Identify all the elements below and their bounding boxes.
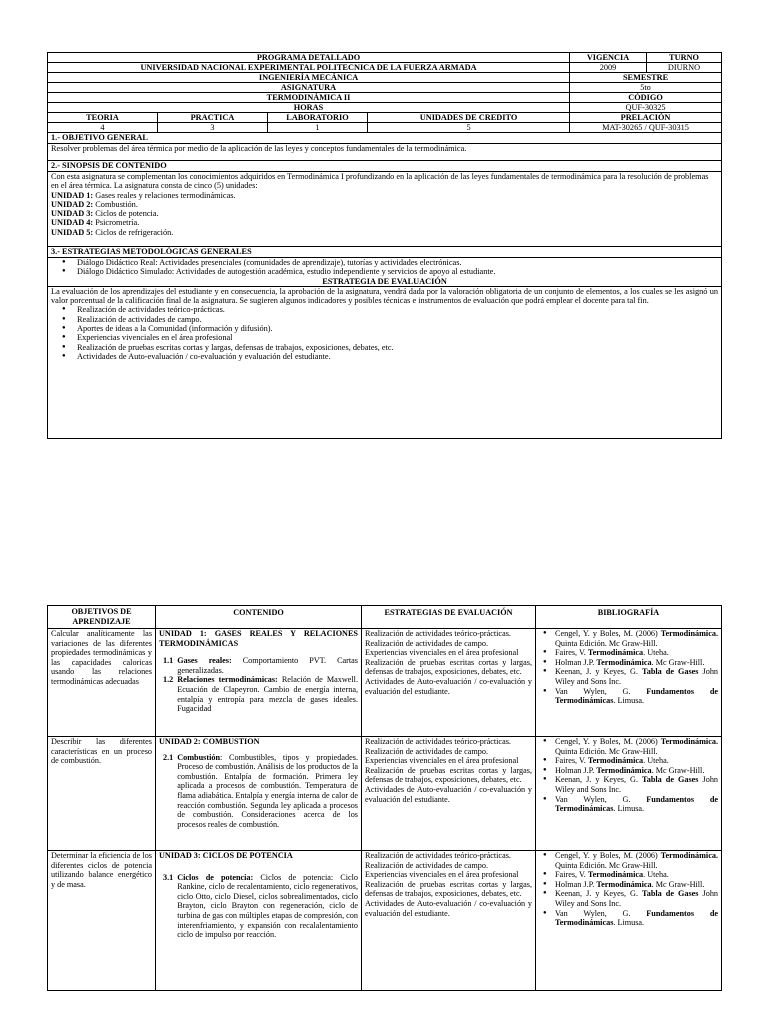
estrategia-line: Realización de pruebas escritas cortas y largas, defensas de trabajos, exposiciones, debates, etc. bbox=[365, 765, 532, 785]
estrategia-line: Experiencias vivenciales en el área profesional bbox=[365, 870, 519, 880]
estrategia-line: Realización de actividades de campo. bbox=[365, 746, 488, 756]
horas-label: HORAS bbox=[48, 103, 570, 113]
row-2-contenido bbox=[156, 737, 362, 851]
tema-1-1 bbox=[159, 656, 358, 675]
bib-item: ● Keenan, J. y Keyes, G. Tabla de Gases John Wiley and Sons Inc. bbox=[555, 667, 718, 686]
row-3-bibliografia bbox=[536, 851, 722, 991]
bib-item: ● Holman J.P. Termodinámica. Mc Graw-Hill. bbox=[555, 766, 718, 776]
sinopsis-unit-5 bbox=[51, 228, 718, 237]
bib-item: ● Cengel, Y. y Boles, M. (2006) Termodinámica. Quinta Edición. Mc Graw-Hill. bbox=[555, 629, 718, 648]
bib-item: ● Holman J.P. Termodinámica. Mc Graw-Hill. bbox=[555, 880, 718, 890]
evaluacion-item: ● Experiencias vivenciales en el área profesional bbox=[77, 333, 718, 342]
estrategias-list bbox=[51, 258, 718, 277]
unidad-1-title: UNIDAD 1: GASES REALES Y RELACIONES TERMODINÁMICAS bbox=[159, 629, 358, 648]
prelacion-label: PRELACIÓN bbox=[570, 113, 722, 123]
row-1-contenido bbox=[156, 629, 362, 737]
evaluacion-item: ● Aportes de ideas a la Comunidad (información y difusión). bbox=[77, 324, 718, 333]
unit-3-label: UNIDAD 3: bbox=[51, 209, 94, 219]
program-header-table bbox=[47, 52, 722, 439]
tema-number: 2.1 bbox=[163, 752, 174, 762]
bib-item: ● Faires, V. Termodinámica. Uteha. bbox=[555, 648, 718, 658]
sinopsis-unit-4 bbox=[51, 218, 718, 227]
row-1-bibliografia bbox=[536, 629, 722, 737]
bibliografia-list bbox=[539, 737, 718, 814]
tema-number: 1.1 bbox=[163, 656, 174, 666]
laboratorio-value: 1 bbox=[268, 123, 368, 133]
teoria-value: 4 bbox=[48, 123, 158, 133]
vigencia-label: VIGENCIA bbox=[570, 53, 647, 63]
universidad-name: UNIVERSIDAD NACIONAL EXPERIMENTAL POLITECNICA DE LA FUERZA ARMADA bbox=[48, 63, 570, 73]
objetivo-text: Resolver problemas del área térmica por medio de la aplicación de las leyes y conceptos fundamentales de la termodinámica. bbox=[48, 144, 722, 161]
estrategia-line: Realización de actividades de campo. bbox=[365, 638, 488, 648]
evaluacion-intro: La evaluación de los aprendizajes del estudiante y en consecuencia, la aprobación de la asignatura, vendrá dada por la valoración obligatoria de un conjunto de elementos, a los cuales se les asignó un valor porcentual de la calificación final de la asignatura. Se sugieren algunos indicadores y posibles técnicas e instrumentos de evaluación que podrá emplear el docente para tal fin. bbox=[51, 286, 719, 306]
bibliografia-list bbox=[539, 851, 718, 928]
unit-5-text: Ciclos de refrigeración. bbox=[93, 227, 174, 237]
estrategia-line: Actividades de Auto-evaluación / co-evaluación y evaluación del estudiante. bbox=[365, 784, 532, 804]
tema-title: Relaciones termodinámicas: bbox=[177, 675, 278, 685]
unit-1-text: Gases reales y relaciones termodinámicas. bbox=[93, 190, 236, 200]
asignatura-label: ASIGNATURA bbox=[48, 83, 570, 93]
bib-item: ● Van Wylen, G. Fundamentos de Termodinámicas. Limusa. bbox=[555, 909, 718, 928]
header-contenido: CONTENIDO bbox=[156, 606, 362, 629]
row-3-objetivo: Determinar la eficiencia de los diferentes ciclos de potencia utilizando balance energético y de masa. bbox=[48, 851, 156, 991]
tema-1-2 bbox=[159, 675, 358, 713]
codigo-label: CÓDIGO bbox=[570, 93, 722, 103]
estrategia-line: Experiencias vivenciales en el área profesional bbox=[365, 756, 519, 766]
programa-title: PROGRAMA DETALLADO bbox=[48, 53, 570, 63]
sinopsis-unit-3 bbox=[51, 209, 718, 218]
bib-item: ● Keenan, J. y Keyes, G. Tabla de Gases John Wiley and Sons Inc. bbox=[555, 775, 718, 794]
practica-label: PRACTICA bbox=[158, 113, 268, 123]
bib-item: ● Cengel, Y. y Boles, M. (2006) Termodinámica. Quinta Edición. Mc Graw-Hill. bbox=[555, 851, 718, 870]
content-table bbox=[47, 605, 722, 991]
teoria-label: TEORIA bbox=[48, 113, 158, 123]
estrategia-item: ● Diálogo Didáctico Real: Actividades presenciales (comunidades de aprendizaje), tutorías y actividades electrónicas. bbox=[77, 258, 718, 267]
row-2-estrategias bbox=[362, 737, 536, 851]
unit-1-label: UNIDAD 1: bbox=[51, 190, 94, 200]
sinopsis-content bbox=[48, 172, 722, 247]
bib-item: ● Faires, V. Termodinámica. Uteha. bbox=[555, 756, 718, 766]
semestre-label: SEMESTRE bbox=[570, 73, 722, 83]
unit-2-label: UNIDAD 2: bbox=[51, 199, 94, 209]
vigencia-value: 2009 bbox=[570, 63, 647, 73]
semestre-value: 5to bbox=[570, 83, 722, 93]
estrategias-content bbox=[48, 258, 722, 287]
estrategia-line: Realización de actividades teórico-prácticas. bbox=[365, 737, 511, 746]
evaluacion-item: ● Actividades de Auto-evaluación / co-evaluación y evaluación del estudiante. bbox=[77, 352, 718, 361]
bibliografia-list bbox=[539, 629, 718, 706]
row-2-bibliografia bbox=[536, 737, 722, 851]
estrategia-line: Actividades de Auto-evaluación / co-evaluación y evaluación del estudiante. bbox=[365, 898, 532, 918]
tema-number: 1.2 bbox=[163, 675, 174, 685]
unidad-2-title: UNIDAD 2: COMBUSTION bbox=[159, 737, 260, 746]
creditos-value: 5 bbox=[368, 123, 570, 133]
tema-3-1 bbox=[159, 873, 358, 940]
row-1-objetivo: Calcular analíticamente las variaciones de las diferentes propiedades termodinámicas y las capacidades caloricas usando las relaciones termodinámicas adecuadas bbox=[48, 629, 156, 737]
bib-item: ● Keenan, J. y Keyes, G. Tabla de Gases John Wiley and Sons Inc. bbox=[555, 889, 718, 908]
bib-item: ● Van Wylen, G. Fundamentos de Termodinámicas. Limusa. bbox=[555, 687, 718, 706]
estrategia-item: ● Diálogo Didáctico Simulado: Actividades de autogestión académica, estudio independiente y servicios de apoyo al estudiante. bbox=[77, 267, 718, 276]
estrategias-title: 3.- ESTRATEGIAS METODOLÓGICAS GENERALES bbox=[48, 247, 722, 258]
row-3-estrategias bbox=[362, 851, 536, 991]
bib-item: ● Van Wylen, G. Fundamentos de Termodinámicas. Limusa. bbox=[555, 795, 718, 814]
evaluacion-item: ● Realización de pruebas escritas cortas y largas, defensas de trabajos, exposiciones, debates, etc. bbox=[77, 343, 718, 352]
evaluacion-title: ESTRATEGIA DE EVALUACIÓN bbox=[322, 276, 447, 286]
sinopsis-unit-2 bbox=[51, 200, 718, 209]
tema-text: : Combustibles, tipos y propiedades. Proceso de combustión. Análisis de los productos de la combustión. Entalpía de formación. Primera ley aplicada a procesos de combustión. Temperatura de flama adiabática. Entalpía y energía interna de calor de reacción combustión. Segunda ley aplicada a procesos de combustión. Consideraciones acerca de los procesos reales de combustión. bbox=[177, 752, 358, 829]
unit-4-text: Psicrometría. bbox=[93, 218, 140, 228]
tema-text: Relación de Maxwell. Ecuación de Clapeyron. Cambio de energía interna, entalpía y entropía para mezcla de gases ideales. Fugacidad bbox=[177, 675, 358, 714]
objetivo-title: 1.- OBJETIVO GENERAL bbox=[48, 133, 722, 144]
turno-value: DIURNO bbox=[647, 63, 722, 73]
estrategia-line: Realización de actividades teórico-prácticas. bbox=[365, 629, 511, 638]
header-bibliografia: BIBLIOGRAFÍA bbox=[536, 606, 722, 629]
tema-title: Ciclos de potencia: bbox=[177, 872, 254, 882]
tema-text: Comportamiento PVT. Cartas generalizadas. bbox=[177, 656, 358, 675]
evaluacion-item: ● Realización de actividades de campo. bbox=[77, 315, 718, 324]
tema-number: 3.1 bbox=[163, 872, 174, 882]
estrategia-line: Realización de actividades de campo. bbox=[365, 860, 488, 870]
estrategia-line: Realización de pruebas escritas cortas y largas, defensas de trabajos, exposiciones, debates, etc. bbox=[365, 879, 532, 899]
unidad-3-title: UNIDAD 3: CICLOS DE POTENCIA bbox=[159, 851, 293, 860]
estrategia-line: Experiencias vivenciales en el área profesional bbox=[365, 648, 519, 658]
evaluacion-item: ● Realización de actividades teórico-prácticas. bbox=[77, 305, 718, 314]
header-objetivos: OBJETIVOS DE APRENDIZAJE bbox=[48, 606, 156, 629]
estrategia-line: Actividades de Auto-evaluación / co-evaluación y evaluación del estudiante. bbox=[365, 676, 532, 696]
estrategia-line: Realización de pruebas escritas cortas y largas, defensas de trabajos, exposiciones, debates, etc. bbox=[365, 657, 532, 677]
estrategia-line: Realización de actividades teórico-prácticas. bbox=[365, 851, 511, 860]
tema-text: Ciclos de potencia: Ciclo Rankine, ciclo de recalentamiento, ciclo regenerativos, ciclo Otto, ciclo Diesel, ciclos sobrealimentados, ciclo Brayton, ciclo Brayton con regeneración, ciclo de turbina de gas con múltiples etapas de compresión, con interenfriamiento, y expansión con recalalentamiento ciclo de impulso por reacción. bbox=[177, 872, 358, 940]
bib-item: ● Holman J.P. Termodinámica. Mc Graw-Hill. bbox=[555, 658, 718, 668]
laboratorio-label: LABORATORIO bbox=[268, 113, 368, 123]
header-estrategias: ESTRATEGIAS DE EVALUACIÓN bbox=[362, 606, 536, 629]
tema-2-1 bbox=[159, 753, 358, 830]
carrera-name: INGENIERÍA MECÁNICA bbox=[48, 73, 570, 83]
evaluacion-content bbox=[48, 286, 722, 438]
prelacion-value: MAT-30265 / QUF-30315 bbox=[570, 123, 722, 133]
unit-4-label: UNIDAD 4: bbox=[51, 218, 94, 228]
sinopsis-intro: Con esta asignatura se complementan los conocimientos adquiridos en Termodinámica I profundizando en la aplicación de las leyes fundamentales de termodinámica para la resolución de problemas en el área térmica. La asignatura consta de cinco (5) unidades: bbox=[51, 172, 709, 191]
asignatura-value: TERMODINÁMICA II bbox=[48, 93, 570, 103]
practica-value: 3 bbox=[158, 123, 268, 133]
creditos-label: UNIDADES DE CREDITO bbox=[368, 113, 570, 123]
row-1-estrategias bbox=[362, 629, 536, 737]
unit-3-text: Ciclos de potencia. bbox=[93, 209, 159, 219]
row-2-objetivo: Describir las diferentes características en un proceso de combustión. bbox=[48, 737, 156, 851]
unit-2-text: Combustión. bbox=[93, 199, 138, 209]
row-3-contenido bbox=[156, 851, 362, 991]
unit-5-label: UNIDAD 5: bbox=[51, 227, 94, 237]
sinopsis-title: 2.- SINOPSIS DE CONTENIDO bbox=[48, 161, 722, 172]
bib-item: ● Cengel, Y. y Boles, M. (2006) Termodinámica. Quinta Edición. Mc Graw-Hill. bbox=[555, 737, 718, 756]
turno-label: TURNO bbox=[647, 53, 722, 63]
tema-title: Gases reales: bbox=[177, 656, 232, 666]
bib-item: ● Faires, V. Termodinámica. Uteha. bbox=[555, 870, 718, 880]
codigo-value: QUF-30325 bbox=[570, 103, 722, 113]
tema-title: Combustión bbox=[177, 752, 221, 762]
sinopsis-unit-1 bbox=[51, 191, 718, 200]
evaluacion-list bbox=[51, 305, 718, 361]
